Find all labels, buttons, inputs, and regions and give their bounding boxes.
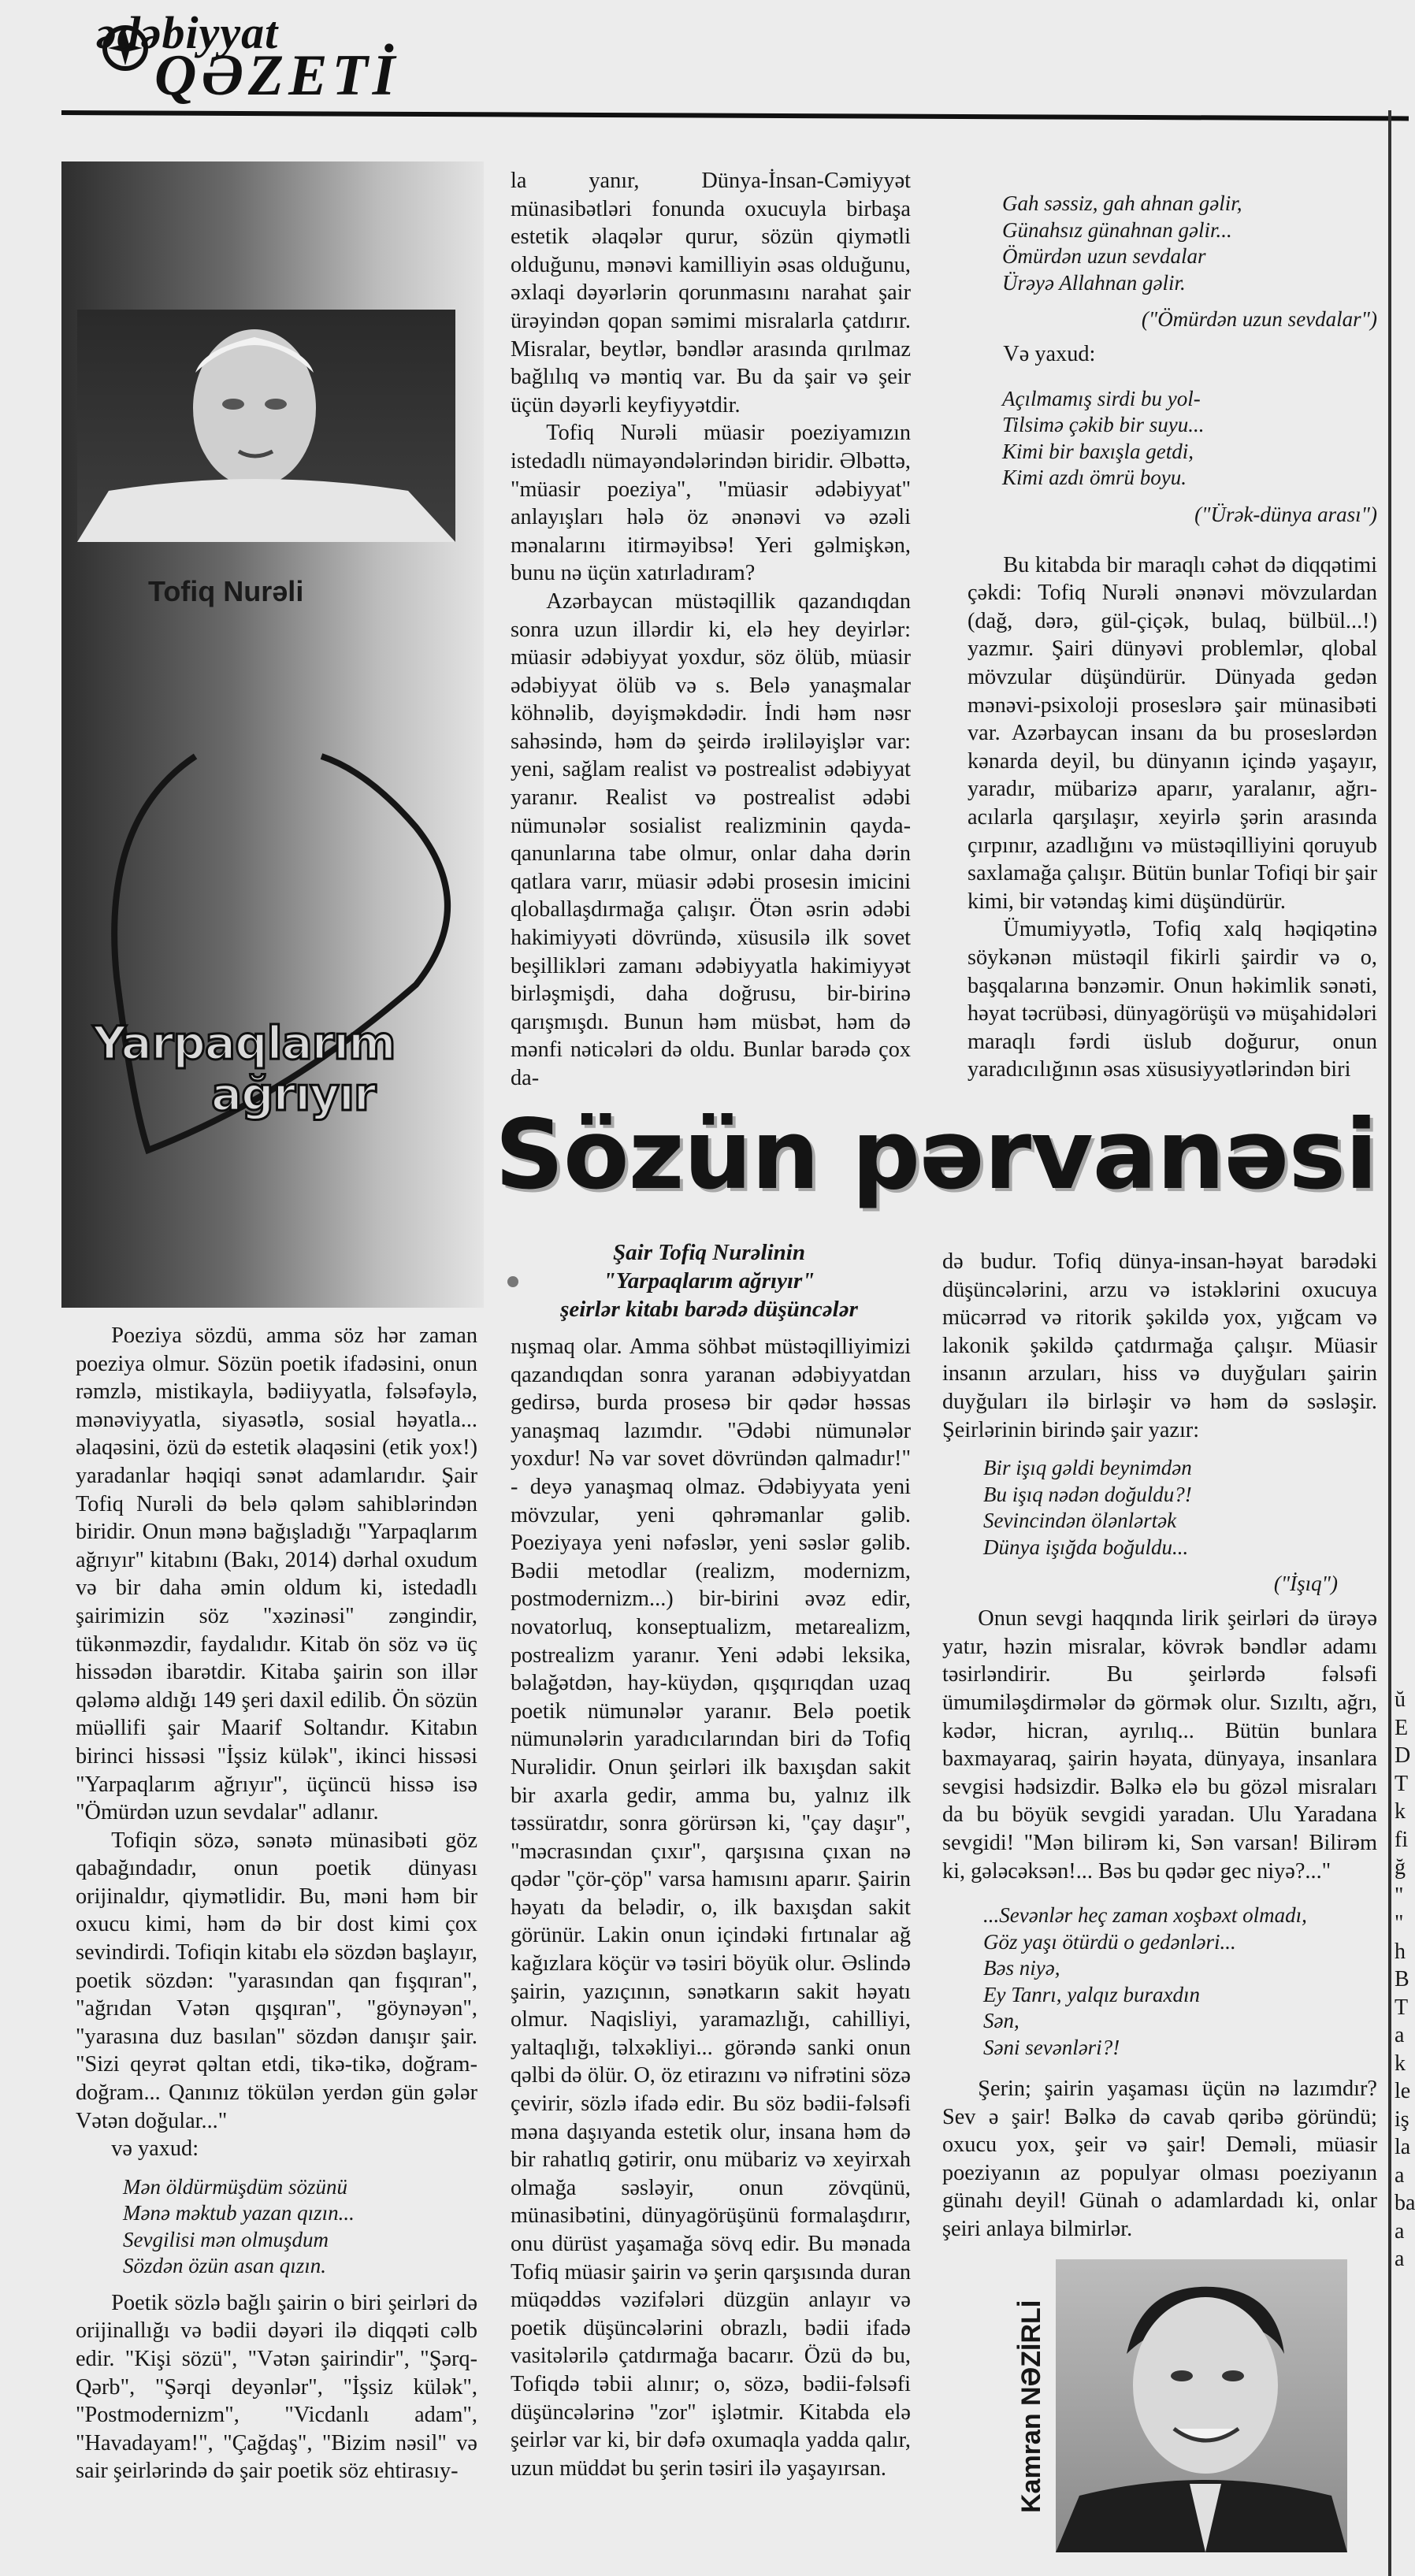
- col3-paragraph-3: Ümumiyyətlə, Tofiq xalq həqiqətinə söykənən müstəqil fikirli şairdir və o, başqalarına bənzəmir. Onun həkimlik sənəti, həyat təcrübəsi, dünyagörüşü və müşahidələri maraqlı fərdi üslub doğurur, onun yaradıcılığının əsas xüsusiyyətlərindən biri: [967, 917, 1377, 1082]
- col1-paragraph-4: Poetik sözlə bağlı şairin o biri şeirləri də orijinallığı və bədii dəyəri ilə diqqəti cəlb edir. "Kişi sözü", "Vətən şairindir", "Şərq-Qərb", "Şərqi deyənlər", "İşsiz külək", "Postmodernizm", "Vicdanlı adam", "Havadayam!", "Çağdaş", "Bizim nəsil" və sair şeirlərində də şair poetik söz ehtirasıy-: [76, 2290, 477, 2484]
- column-3-top: [967, 167, 1377, 1084]
- col3-poem-1: [1002, 191, 1377, 296]
- poem-line: Ömürdən uzun sevdalar: [1002, 244, 1206, 268]
- col3b-poem-2: [983, 1902, 1377, 2061]
- edge-text: B: [1395, 1967, 1409, 1991]
- poem-line: Kimi azdı ömrü boyu.: [1002, 466, 1187, 490]
- poem-line: Sən,: [983, 2009, 1019, 2033]
- poem-line: Gah səssiz, gah ahnan gəlir,: [1002, 191, 1242, 215]
- subtitle-line: şeirlər kitabı barədə düşüncələr: [560, 1297, 858, 1322]
- book-cover: [61, 161, 484, 1308]
- article-title: Sözün pərvanəsi: [495, 1099, 1377, 1211]
- col3b-paragraph-1: də budur. Tofiq dünya-insan-həyat barədəki düşüncələrini, arzu və istəklərini oxucuya mücərrəd və ritorik şəkildə yox, yığcam və lakonik şəkildə çatdırmağa çalışır. Müasir insanın arzuları, hiss və duyğuları şairin duyğuları ilə birləşir və həm də səsləşir. Şeirlərinin birində şair yazır:: [942, 1249, 1377, 1442]
- poem-line: Dünya işığda boğuldu...: [983, 1535, 1189, 1559]
- edge-text: a: [1395, 2247, 1405, 2271]
- poem-line: Ey Tanrı, yalqız buraxdın: [983, 1982, 1201, 2006]
- col2-paragraph-2: Tofiq Nurəli müasir poeziyamızın istedadlı nümayəndələrindən biridir. Əlbəttə, "müasir poeziya", "müasir ədəbiyyat" anlayışları hələ öz ənənəvi və əzəli mənalarını itirməyibsə! Yeri gəlmişkən, bunu nə üçün xatırladıram?: [511, 421, 911, 586]
- col1-poem: [123, 2174, 477, 2280]
- poem-line: Sevgilisi mən olmuşdum: [123, 2227, 329, 2251]
- col3-poem-2-source: ("Ürək-dünya arası"): [1194, 502, 1377, 526]
- column-2-bottom: [511, 1333, 911, 2482]
- edge-text: T: [1395, 1771, 1409, 1796]
- poem-line: Bəs niyə,: [983, 1956, 1060, 1980]
- cover-title-line2: ağrıyır: [211, 1067, 376, 1121]
- poem-line: Tilsimə çəkib bir suyu...: [1002, 413, 1205, 437]
- edge-text: ba: [1395, 2191, 1415, 2215]
- col3-paragraph-2: Bu kitabda bir maraqlı cəhət də diqqətimi çəkdi: Tofiq Nurəli ənənəvi mövzulardan (dağ, dərə, gül-çiçək, bulaq, bülbül...!) yazmır. Şairi dünyəvi problemlər, qlobal mövzular düşündürür. Dünyada gedən mənəvi-psixoloji proseslərə şair münasibəti var. Azərbaycan insanı da bu proseslərdən kənarda deyil, bu dünyanın içində yaşayır, yaradır, mübarizə aparır, yaralanır, ağrı-acılarla qarşılaşır, xeyirlə şərin arasında çırpınır, azadlığını və müstəqilliyini qoruyub saxlamağa çalışır. Bütün bunlar Tofiqi bir şair kimi, bir vətəndaş kimi düşündürür.: [967, 552, 1377, 914]
- edge-text: E: [1395, 1715, 1409, 1740]
- edge-text: a: [1395, 2023, 1405, 2047]
- edge-text: a: [1395, 2218, 1405, 2244]
- column-3-bottom: [942, 1248, 1377, 2244]
- col1-paragraph-1: Poeziya sözdü, amma söz hər zaman poeziya olmur. Sözün poetik ifadəsini, onun rəmzlə, mistikayla, bədiiyyatla, fəlsəfəylə, mənəviyyatla, siyasətlə, sosial həyatla... əlaqəsini, özü də estetik əlaqəsini (etik yox!) yaradanlar həqiqi sənət adamlarıdır. Şair Tofiq Nurəli də belə qələm sahiblərindən biridir. Onun mənə bağışladığı "Yarpaqlarım ağrıyır" kitabını (Bakı, 2014) dərhal oxudum və bir daha əmin oldum ki, istedadlı şairimizin söz "xəzinəsi" zəngindir, tükənməzdir, faydalıdır. Kitab ön söz və üç hissədən ibarətdir. Kitaba şairin son illər qələmə aldığı 149 şeri daxil edilib. Ön sözün müəllifi şair Maarif Soltandır. Kitabın birinci hissəsi "İşsiz külək", ikinci hissəsi "Yarpaqlarım ağrıyır", üçüncü hissə isə "Ömürdən uzun sevdalar" adlanır.: [76, 1323, 477, 1825]
- poem-line: Açılmamış sirdi bu yol-: [1002, 386, 1201, 410]
- edge-text: ŭ: [1395, 1687, 1406, 1712]
- col2-paragraph-1: la yanır, Dünya-İnsan-Cəmiyyət münasibətləri fonunda oxucuyla birbaşa estetik əlaqələr qurur, sözün qiymətli olduğunu, mənəvi kamilliyin əsas olduğunu, əxlaqi dəyərlərin qorunmasını narahat şair ürəyindən qopan səmimi misralarla çatdırır. Misralar, beytlər, bəndlər arasında qırılmaz bağlılıq və məntiq var. Bu da şair və şeir üçün dəyərli keyfiyyətdir.: [511, 169, 911, 418]
- poem-line: Bir işıq gəldi beynimdən: [983, 1456, 1192, 1480]
- edge-text: k: [1395, 2051, 1406, 2076]
- col3b-paragraph-3: Şerin; şairin yaşaması üçün nə lazımdır? Sev ə şair! Bəlkə də cavab qəribə göründü; oxucu yox, şeir və şair! Deməli, müasir poeziyanın az populyar olması poeziyanın günahı deyil! Günah o adamlardadı ki, onlar şeiri anlaya bilmirlər.: [942, 2077, 1377, 2242]
- poem-line: Ürəyə Allahnan gəlir.: [1002, 270, 1186, 295]
- edge-text: le: [1395, 2079, 1411, 2103]
- author-portrait-photo: [77, 310, 455, 542]
- cover-title-line1: Yarpaqlarım: [93, 1016, 396, 1070]
- edge-text: a: [1395, 2162, 1405, 2188]
- col3-poem-1-source: ("Ömürdən uzun sevdalar"): [1141, 307, 1377, 331]
- author-byline: Kamran NƏZİRLİ: [1016, 2299, 1046, 2513]
- edge-text: ": [1395, 1883, 1404, 1908]
- poem-line: Bu işıq nədən doğuldu?!: [983, 1482, 1192, 1506]
- edge-text: T: [1395, 1995, 1409, 2020]
- subtitle-line: "Yarpaqlarım ağrıyır": [603, 1268, 815, 1294]
- column-2-top: [511, 167, 911, 1093]
- poem-line: ...Sevənlər heç zaman xoşbəxt olmadı,: [983, 1903, 1307, 1928]
- ornament-icon: [501, 1270, 525, 1294]
- poem-line: Sevincindən ölənlərtək: [983, 1509, 1177, 1533]
- edge-text: ğ: [1395, 1855, 1406, 1880]
- poem-line: Göz yaşı ötürdü o gedənləri...: [983, 1929, 1236, 1954]
- edge-text: k: [1395, 1799, 1406, 1824]
- edge-text: iş: [1395, 2106, 1409, 2132]
- col3b-poem-1: [983, 1455, 1377, 1561]
- subtitle-line: Şair Tofiq Nurəlinin: [613, 1240, 805, 1265]
- col2b-paragraph-1: nışmaq olar. Amma söhbət müstəqilliyimizi qazandıqdan sonra yaranan ədəbiyyatdan gedirsə, burda prosesə bir qədər həssas yanaşmaq lazımdır. "Ədəbi nümunələr yoxdur! Nə var sovet dövründən qalmadır!" - deyə yanaşmaq olmaz. Ədəbiyyata yeni mövzular, yeni qəhrəmanlar gəlib. Poeziyaya yeni nəfəslər, yeni səslər gəlib. Bədii metodlar (realizm, modernizm, postmodernizm...) bir-birini əvəz edir, novatorluq, konseptualizm, metarealizm, postrealizm yaranır. Yeni ədəbi leksika, bəlağətdən, hay-küydən, qışqırıqdan uzaq poetik nümunələr yaranır. Belə poetik nümunələrin yaradıcılarından biri də Tofiq Nurəlidir. Onun şeirləri ilk baxışdan sakit bir axarla gedir, amma bu, yalnız ilk təssüratdır, sonra görürsən ki, "çay daşır", "məcrasından çıxır", qarşısına çıxan nə qədər "çör-çöp" varsa hamısını aparır. Şairin həyatı da belədir, o, ilk baxışdan sakit görünür. Lakin onun içindəki fırtınalar ağ kağızlara köçür və təsiri böyük olur. Əslində şairin, yazıçının, sənətkarın sakit həyatı olmur. Naqisliyi, yaramazlığı, cahilliyi, yaltaqlığı, təlxəkliyi... görəndə sanki onun qəlbi də ölür. O, öz etirazını və nifrətini sözə çevirir, sözlə ifadə edir. Bu söz bədii-fəlsəfi məna daşıyanda estetik olur, insana həm də bir rahatlıq gətirir, onu mübariz və xeyirxah olmağa səsləyir, onun zövqünü, münasibətini, dünyagörüşünü formalaşdırır, onu dürüst yaşamağa sövq edir. Bu mənada Tofiq müasir şairin və şerin qarşısında duran müqəddəs vəzifələri düzgün anlayır və poetik düşüncələrini obrazlı, bədii ifadə vasitələrilə çatdırmağa bacarır. Özü də bu, Tofiqdə təbii alınır; o, sözə, bədii-fəlsəfi düşüncələrinə "zor" işlətmir. Kitabda elə şeirlər var ki, bir dəfə oxumaqla yadda qalır, uzun müddət bu şerin təsiri ilə yaşayırsan.: [511, 1334, 911, 2481]
- poem-line: Günahsız günahnan gəlir...: [1002, 217, 1232, 242]
- right-edge-cropped-column: [1395, 1686, 1415, 2273]
- col2-paragraph-3: Azərbaycan müstəqillik qazandıqdan sonra uzun illərdir ki, elə hey deyirlər: müasir ədəbiyyat yoxdur, söz ölüb, müasir ədəbiyyat ölüb və s. Belə yanaşmalar köhnəlib, dəyişməkdədir. İndi həm nəsr sahəsində, həm də şeirdə irəliləyişlər var: yeni, sağlam realist və postrealist ədəbiyyat yaranır. Realist və postrealist ədəbi nümunələr sosialist realizminin qayda-qanunlarına tabe olmur, onlar daha dərin qatlara varır, müasir ədəbi prosesin imicini qloballaşdırmağa çalışır. Ötən əsrin ədəbi hakimiyyəti dövründə, xüsusilə ilk sovet beşillikləri zamanı ədəbiyyatla hakimiyyət birləşmişdi, daha doğrusu, bir-birinə qarışmışdı. Bunun həm müsbət, həm də mənfi nəticələri də oldu. Bunlar barədə çox da-: [511, 588, 911, 1090]
- poem-line: Sözdən özün asan qızın.: [123, 2254, 327, 2278]
- col1-paragraph-3: və yaxud:: [111, 2136, 199, 2162]
- masthead-title-top: ədəbiyyat: [96, 7, 279, 58]
- col3-paragraph-1: Və yaxud:: [1003, 342, 1096, 366]
- poem-line: Səni sevənləri?!: [983, 2035, 1120, 2059]
- col3b-paragraph-2: Onun sevgi haqqında lirik şeirləri də ürəyə yatır, həzin misralar, kövrək bəndlər adamı təsirləndirir. Bu şeirlərdə fəlsəfi ümumiləşdirmələr də görmək olur. Sızıltı, ağrı, kədər, hicran, ayrılıq... Bütün bunlara baxmayaraq, şairin həyata, dünyaya, insanlara sevgisi hədsizdir. Bəlkə elə bu gözəl misraları da bu böyük sevgidi yaradan. Ulu Yaradana sevgidi! "Mən bilirəm ki, Sən varsan! Bilirəm ki, gələcəksən!... Bəs bu qədər gec niyə?...": [942, 1606, 1377, 1884]
- edge-text: ": [1395, 1911, 1404, 1936]
- col3-poem-2: [1002, 386, 1377, 492]
- poem-line: Mən öldürmüşdüm sözünü: [123, 2174, 348, 2199]
- col1-paragraph-2: Tofiqin sözə, sənətə münasibəti göz qabağındadır, onun poetik dünyası orijinaldır, qiymətlidir. Bu, məni həm bir oxucu kimi, həm də bir dost kimi çox sevindirdi. Tofiqin kitabı elə sözdən başlayır, poetik sözdən: "yarasından qan fışqıran", "ağrıdan Vətən qışqıran", "göynəyən", "yarasına duz basılan" sözdən danışır şair. "Sizi qeyrət qəltan etdi, tikə-tikə, doğram-doğram... Qanınız tökülən yerdən gün gələr Vətən doğular...": [76, 1828, 477, 2133]
- author-caption: Tofiq Nurəli: [148, 575, 304, 607]
- col3b-poem-1-source: ("İşıq"): [1273, 1572, 1338, 1596]
- article-subtitle: [504, 1238, 914, 1323]
- column-edge-rule: [1388, 110, 1391, 2576]
- edge-text: la: [1395, 2135, 1411, 2159]
- edge-text: fi: [1395, 1827, 1409, 1852]
- edge-text: D: [1395, 1743, 1411, 1768]
- poem-line: Kimi bir baxışla getdi,: [1002, 439, 1194, 463]
- edge-text: h: [1395, 1939, 1406, 1964]
- author-photo: [1056, 2259, 1347, 2552]
- masthead-title-bottom: QƏZETİ: [154, 43, 400, 108]
- column-1: [76, 1322, 477, 2485]
- poem-line: Mənə məktub yazan qızın...: [123, 2201, 355, 2225]
- header-rule: [61, 110, 1409, 121]
